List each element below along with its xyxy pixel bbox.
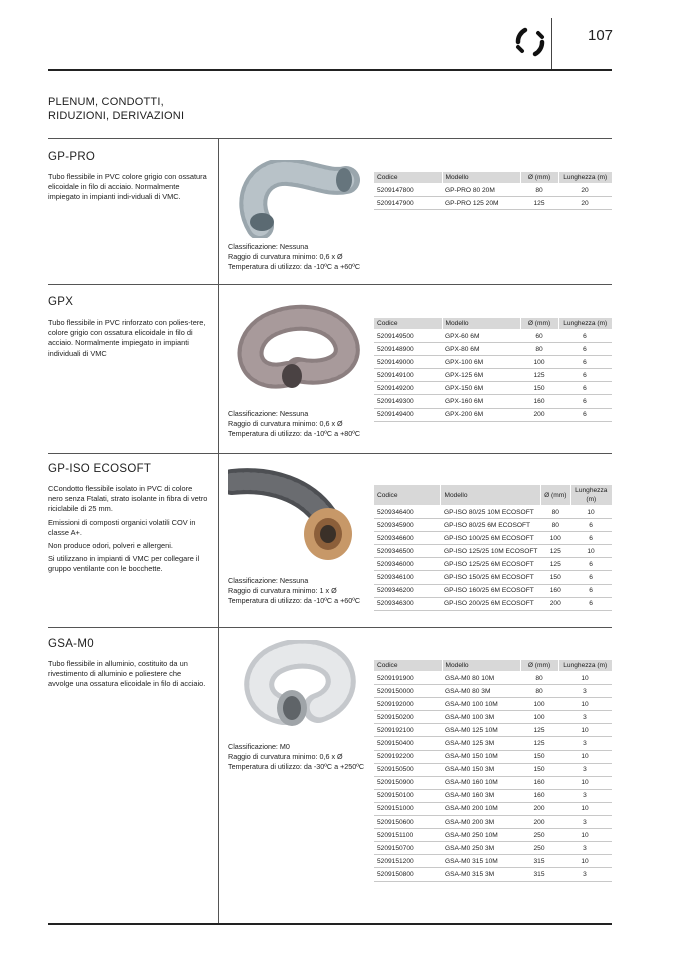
table-header-cell: Modello	[441, 485, 540, 506]
table-row	[374, 395, 612, 408]
product-title-gpx: GPX	[48, 296, 74, 308]
table-cell: 5209192000	[374, 698, 442, 711]
table-cell: 125	[520, 369, 558, 382]
table-cell: 6	[558, 330, 612, 343]
table-cell: 5209150200	[374, 711, 442, 724]
table-cell: 5209150000	[374, 685, 442, 698]
table-cell: GP-ISO 80/25 6M ECOSOFT	[441, 519, 540, 532]
table-cell: 125	[540, 558, 570, 571]
table-cell: 3	[558, 789, 612, 802]
table-cell: 200	[520, 816, 558, 829]
table-cell: 80	[520, 343, 558, 356]
table-cell: 10	[570, 545, 612, 558]
table-row	[374, 506, 612, 519]
table-cell: GPX-100 6M	[442, 356, 520, 369]
table-row	[374, 519, 612, 532]
table-row	[374, 789, 612, 802]
table-cell: 80	[520, 672, 558, 685]
table-cell: GP-PRO 125 20M	[442, 197, 520, 210]
section-divider	[48, 453, 612, 454]
specs-gp-iso: Classificazione: Nessuna Raggio di curvatura minimo: 1 x Ø Temperatura di utilizzo: da -10ºC a +60ºC	[228, 576, 361, 606]
table-cell: 10	[558, 855, 612, 868]
table-cell: 10	[558, 802, 612, 815]
table-cell: 5209150800	[374, 868, 442, 881]
table-row	[374, 330, 612, 343]
table-cell: 6	[570, 571, 612, 584]
table-cell: GSA-M0 200 10M	[442, 802, 520, 815]
table-cell: 20	[558, 197, 612, 210]
table-header-cell: Lunghezza (m)	[558, 172, 612, 184]
product-table-gpx	[374, 318, 612, 422]
table-cell: 60	[520, 330, 558, 343]
table-header-cell: Lunghezza (m)	[570, 485, 612, 506]
table-row	[374, 382, 612, 395]
specs-gp-pro: Classificazione: Nessuna Raggio di curvatura minimo: 0,6 x Ø Temperatura di utilizzo: da -10ºC a +60ºC	[228, 242, 361, 272]
table-cell: 20	[558, 184, 612, 197]
table-cell: 5209148900	[374, 343, 442, 356]
table-row	[374, 408, 612, 421]
table-cell: 10	[570, 506, 612, 519]
table-cell: 5209192100	[374, 724, 442, 737]
table-cell: GSA-M0 160 10M	[442, 776, 520, 789]
table-cell: 5209346500	[374, 545, 441, 558]
gpx-duct-image	[228, 304, 360, 392]
table-cell: 125	[520, 197, 558, 210]
table-cell: 5209149500	[374, 330, 442, 343]
table-row	[374, 711, 612, 724]
column-divider	[218, 138, 219, 923]
table-cell: 10	[558, 776, 612, 789]
table-cell: GSA-M0 315 10M	[442, 855, 520, 868]
table-cell: 100	[520, 698, 558, 711]
table-cell: GSA-M0 100 3M	[442, 711, 520, 724]
table-cell: GSA-M0 125 10M	[442, 724, 520, 737]
table-header-cell: Ø (mm)	[540, 485, 570, 506]
table-row	[374, 197, 612, 210]
specs-gpx: Classificazione: Nessuna Raggio di curvatura minimo: 0,6 x Ø Temperatura di utilizzo: da -10ºC a +80ºC	[228, 409, 361, 439]
table-cell: 6	[570, 584, 612, 597]
table-cell: 3	[558, 868, 612, 881]
table-row	[374, 724, 612, 737]
table-cell: 5209147900	[374, 197, 442, 210]
table-cell: 6	[558, 382, 612, 395]
table-cell: 6	[558, 343, 612, 356]
table-cell: 5209346100	[374, 571, 441, 584]
table-row	[374, 532, 612, 545]
table-header-cell: Lunghezza (m)	[558, 660, 612, 672]
table-cell: 5209345900	[374, 519, 441, 532]
table-cell: 5209150700	[374, 842, 442, 855]
product-title-gp-pro: GP-PRO	[48, 151, 96, 163]
product-title-gsa-m0: GSA-M0	[48, 638, 94, 650]
table-cell: 5209149100	[374, 369, 442, 382]
table-row	[374, 750, 612, 763]
table-cell: 5209346400	[374, 506, 441, 519]
table-row	[374, 776, 612, 789]
footer-rule	[48, 923, 612, 925]
table-cell: GSA-M0 200 3M	[442, 816, 520, 829]
product-description-gpx: Tubo flessibile in PVC rinforzato con polies-tere, colore grigio con ossatura elicoidale in filo di acciaio. Normalmente impiegato in impianti individuali di VMC	[48, 318, 206, 358]
table-cell: 6	[558, 356, 612, 369]
table-header-cell: Modello	[442, 660, 520, 672]
table-row	[374, 597, 612, 610]
table-cell: GP-ISO 125/25 6M ECOSOFT	[441, 558, 540, 571]
table-row	[374, 558, 612, 571]
table-cell: 200	[520, 408, 558, 421]
table-cell: 6	[558, 369, 612, 382]
table-cell: 5209150100	[374, 789, 442, 802]
table-cell: GSA-M0 160 3M	[442, 789, 520, 802]
table-cell: 100	[520, 711, 558, 724]
table-cell: GSA-M0 150 3M	[442, 763, 520, 776]
table-cell: 3	[558, 816, 612, 829]
table-cell: 3	[558, 763, 612, 776]
specs-gsa-m0: Classificazione: M0 Raggio di curvatura minimo: 0,6 x Ø Temperatura di utilizzo: da -30ºC a +250ºC	[228, 742, 365, 772]
table-row	[374, 829, 612, 842]
table-cell: 10	[558, 724, 612, 737]
table-cell: 80	[540, 519, 570, 532]
section-title: PLENUM, CONDOTTI, RIDUZIONI, DERIVAZIONI	[48, 96, 185, 122]
table-row	[374, 816, 612, 829]
table-row	[374, 343, 612, 356]
table-cell: 3	[558, 842, 612, 855]
section-divider	[48, 284, 612, 285]
table-row	[374, 545, 612, 558]
table-cell: 5209150600	[374, 816, 442, 829]
table-row	[374, 356, 612, 369]
gsa-m0-duct-image	[228, 640, 360, 732]
table-cell: 5209149200	[374, 382, 442, 395]
table-cell: GSA-M0 125 3M	[442, 737, 520, 750]
table-cell: GP-ISO 125/25 10M ECOSOFT	[441, 545, 540, 558]
table-header-cell: Ø (mm)	[520, 318, 558, 330]
table-cell: 5209192200	[374, 750, 442, 763]
table-row	[374, 571, 612, 584]
table-cell: 160	[540, 584, 570, 597]
table-cell: 10	[558, 672, 612, 685]
table-cell: 150	[520, 750, 558, 763]
table-cell: 150	[520, 382, 558, 395]
product-title-gp-iso: GP-ISO ECOSOFT	[48, 463, 152, 475]
table-header-cell: Codice	[374, 660, 442, 672]
table-cell: 5209150400	[374, 737, 442, 750]
table-cell: 5209149300	[374, 395, 442, 408]
table-cell: GPX-125 6M	[442, 369, 520, 382]
table-header-cell: Ø (mm)	[520, 660, 558, 672]
table-cell: 6	[570, 519, 612, 532]
table-header-cell: Ø (mm)	[520, 172, 558, 184]
table-cell: 5209346200	[374, 584, 441, 597]
table-cell: 315	[520, 855, 558, 868]
table-cell: GSA-M0 250 10M	[442, 829, 520, 842]
table-cell: 5209346600	[374, 532, 441, 545]
table-row	[374, 763, 612, 776]
section-divider	[48, 138, 612, 139]
table-row	[374, 685, 612, 698]
table-cell: 6	[570, 597, 612, 610]
table-header-cell: Lunghezza (m)	[558, 318, 612, 330]
table-cell: 5209346000	[374, 558, 441, 571]
table-cell: GP-ISO 150/25 6M ECOSOFT	[441, 571, 540, 584]
product-table-gsa-m0	[374, 660, 612, 882]
table-cell: 3	[558, 711, 612, 724]
product-description-gp-pro: Tubo flessibile in PVC colore grigio con ossatura elicoidale in filo di acciaio. Normalmente impiegato in impianti indi-viduali di VMC.	[48, 172, 207, 202]
table-cell: 5209149000	[374, 356, 442, 369]
table-cell: 6	[570, 532, 612, 545]
table-cell: 10	[558, 829, 612, 842]
table-cell: 5209151000	[374, 802, 442, 815]
table-cell: 5209150500	[374, 763, 442, 776]
table-cell: 10	[558, 750, 612, 763]
table-cell: 100	[520, 356, 558, 369]
table-cell: 10	[558, 698, 612, 711]
product-description-gp-iso: CCondotto flessibile isolato in PVC di colore nero senza Ftalati, strato isolante in fibra di vetro riciclabile di 25 mm. Emissioni di composti organici volatili COV in classe A+. Non produce odori, polveri e allergeni. Si utilizzano in impianti di VMC per collegare il gruppo ventilante con le bocchette.	[48, 484, 208, 574]
table-cell: 5209147800	[374, 184, 442, 197]
table-cell: GP-ISO 200/25 6M ECOSOFT	[441, 597, 540, 610]
table-cell: GPX-80 6M	[442, 343, 520, 356]
table-header-cell: Codice	[374, 318, 442, 330]
table-cell: GSA-M0 315 3M	[442, 868, 520, 881]
table-cell: 6	[570, 558, 612, 571]
table-cell: 3	[558, 685, 612, 698]
table-row	[374, 369, 612, 382]
header-rule	[48, 69, 612, 71]
table-cell: GSA-M0 80 10M	[442, 672, 520, 685]
table-cell: 80	[520, 184, 558, 197]
table-cell: 5209150900	[374, 776, 442, 789]
table-row	[374, 737, 612, 750]
product-description-gsa-m0: Tubo flessibile in alluminio, costituito da un rivestimento di alluminio e poliestere che avvolge una ossatura elicoidale in filo di acciaio.	[48, 659, 206, 689]
table-cell: 200	[540, 597, 570, 610]
table-cell: 5209151200	[374, 855, 442, 868]
table-row	[374, 855, 612, 868]
table-cell: GSA-M0 100 10M	[442, 698, 520, 711]
table-cell: GSA-M0 150 10M	[442, 750, 520, 763]
product-table-gp-pro	[374, 172, 612, 210]
table-cell: GSA-M0 80 3M	[442, 685, 520, 698]
table-cell: GPX-60 6M	[442, 330, 520, 343]
table-cell: 100	[540, 532, 570, 545]
product-table-gp-iso	[374, 485, 612, 611]
page-number: 107	[588, 27, 614, 44]
table-cell: GP-PRO 80 20M	[442, 184, 520, 197]
table-cell: GPX-160 6M	[442, 395, 520, 408]
table-cell: 5209346300	[374, 597, 441, 610]
table-cell: 125	[540, 545, 570, 558]
table-cell: 200	[520, 802, 558, 815]
table-row	[374, 184, 612, 197]
table-cell: 250	[520, 829, 558, 842]
table-cell: GPX-150 6M	[442, 382, 520, 395]
table-header-cell: Codice	[374, 172, 442, 184]
table-row	[374, 584, 612, 597]
table-cell: 5209151100	[374, 829, 442, 842]
table-cell: 80	[540, 506, 570, 519]
gp-pro-duct-image	[228, 160, 360, 238]
table-header-cell: Modello	[442, 172, 520, 184]
table-cell: 5209149400	[374, 408, 442, 421]
table-row	[374, 672, 612, 685]
table-row	[374, 802, 612, 815]
table-row	[374, 842, 612, 855]
table-cell: 160	[520, 789, 558, 802]
section-divider	[48, 627, 612, 628]
table-cell: 125	[520, 724, 558, 737]
table-cell: 80	[520, 685, 558, 698]
table-header-cell: Codice	[374, 485, 441, 506]
table-cell: GP-ISO 160/25 6M ECOSOFT	[441, 584, 540, 597]
table-cell: 250	[520, 842, 558, 855]
table-cell: 6	[558, 395, 612, 408]
table-cell: 160	[520, 776, 558, 789]
table-cell: 5209191900	[374, 672, 442, 685]
table-row	[374, 698, 612, 711]
table-cell: GP-ISO 80/25 10M ECOSOFT	[441, 506, 540, 519]
brand-logo-icon	[514, 26, 546, 58]
table-cell: 150	[540, 571, 570, 584]
table-cell: GP-ISO 100/25 6M ECOSOFT	[441, 532, 540, 545]
table-cell: 3	[558, 737, 612, 750]
table-cell: 6	[558, 408, 612, 421]
table-cell: 150	[520, 763, 558, 776]
table-cell: 315	[520, 868, 558, 881]
table-cell: 125	[520, 737, 558, 750]
table-row	[374, 868, 612, 881]
gp-iso-duct-image	[228, 468, 362, 568]
table-cell: GPX-200 6M	[442, 408, 520, 421]
table-cell: 160	[520, 395, 558, 408]
table-cell: GSA-M0 250 3M	[442, 842, 520, 855]
header-divider	[551, 18, 552, 70]
table-header-cell: Modello	[442, 318, 520, 330]
